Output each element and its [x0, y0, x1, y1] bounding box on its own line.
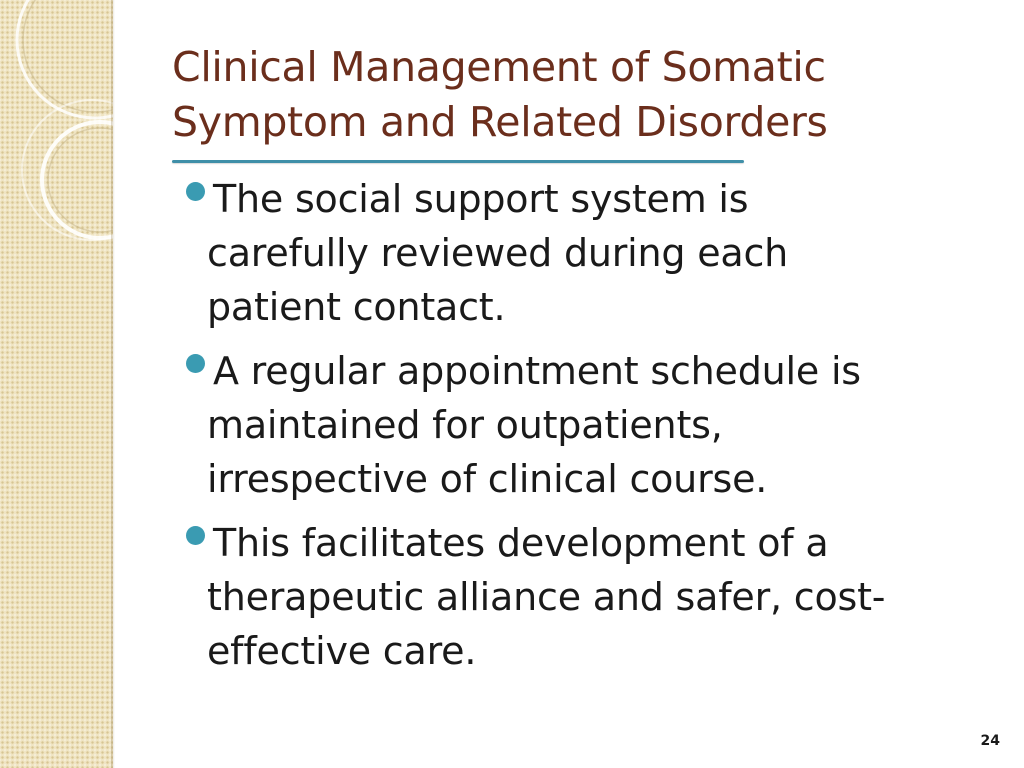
bullet-dot-icon: [186, 182, 205, 201]
bullet-line: patient contact.: [207, 285, 506, 329]
decorative-sidebar: [0, 0, 113, 768]
decorative-rings-icon: [0, 0, 113, 300]
bullet-item-social-support: [186, 172, 986, 334]
bullet-item-appointment-schedule: [186, 344, 986, 506]
slide-page-number: 24: [980, 733, 1000, 749]
bullet-dot-icon: [186, 354, 205, 373]
bullet-text: [207, 172, 986, 334]
bullet-line: maintained for outpatients,: [207, 403, 723, 447]
bullet-text: [207, 516, 986, 678]
bullet-text: [207, 344, 986, 506]
slide-title: [172, 40, 992, 150]
slide-title-line-2: Symptom and Related Disorders: [172, 98, 828, 146]
bullet-line: therapeutic alliance and safer, cost-: [207, 575, 886, 619]
sidebar-edge-shadow: [111, 0, 115, 768]
bullet-item-therapeutic-alliance: [186, 516, 986, 678]
bullet-line: carefully reviewed during each: [207, 231, 789, 275]
bullet-line: irrespective of clinical course.: [207, 457, 768, 501]
bullet-list: [186, 172, 986, 688]
bullet-line: This facilitates development of a: [213, 521, 829, 565]
bullet-dot-icon: [186, 526, 205, 545]
slide-title-line-1: Clinical Management of Somatic: [172, 43, 826, 91]
bullet-line: A regular appointment schedule is: [213, 349, 861, 393]
bullet-line: The social support system is: [213, 177, 749, 221]
bullet-line: effective care.: [207, 629, 477, 673]
title-underline: [172, 160, 744, 163]
